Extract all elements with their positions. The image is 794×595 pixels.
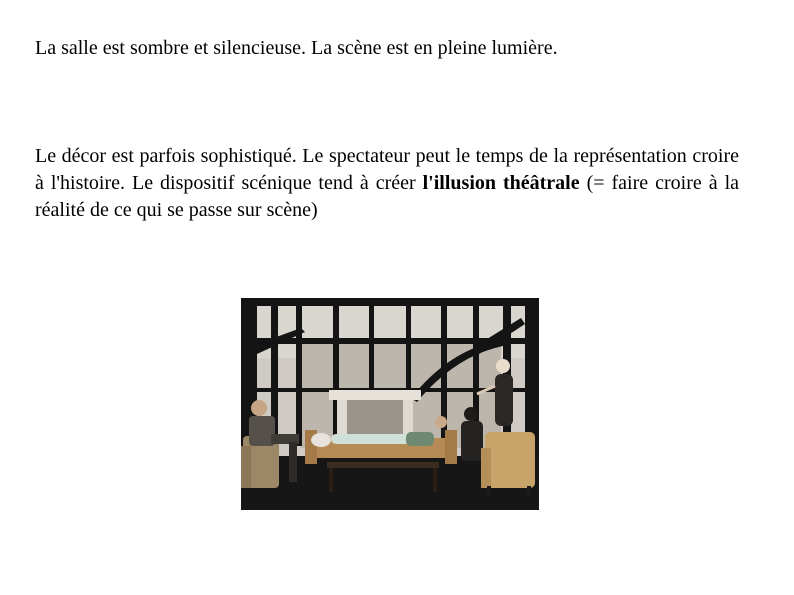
decor-paragraph [35,143,739,224]
theatre-stage-photo [241,298,539,510]
right-armchair [481,432,535,496]
paragraph-text-end: (= faire croire à la réalité de ce qui se passe sur scène) [35,172,740,221]
intro-sentence: La salle est sombre et silencieuse. La scène est en pleine lumière. [35,37,558,59]
paragraph-text-start: Le décor est parfois sophistiqué. Le spectateur peut le temps de la représentation croire à l'histoire. Le dispositif scénique tend à créer [35,145,739,194]
illusion-theatrale-term: l'illusion théâtrale [422,172,580,194]
